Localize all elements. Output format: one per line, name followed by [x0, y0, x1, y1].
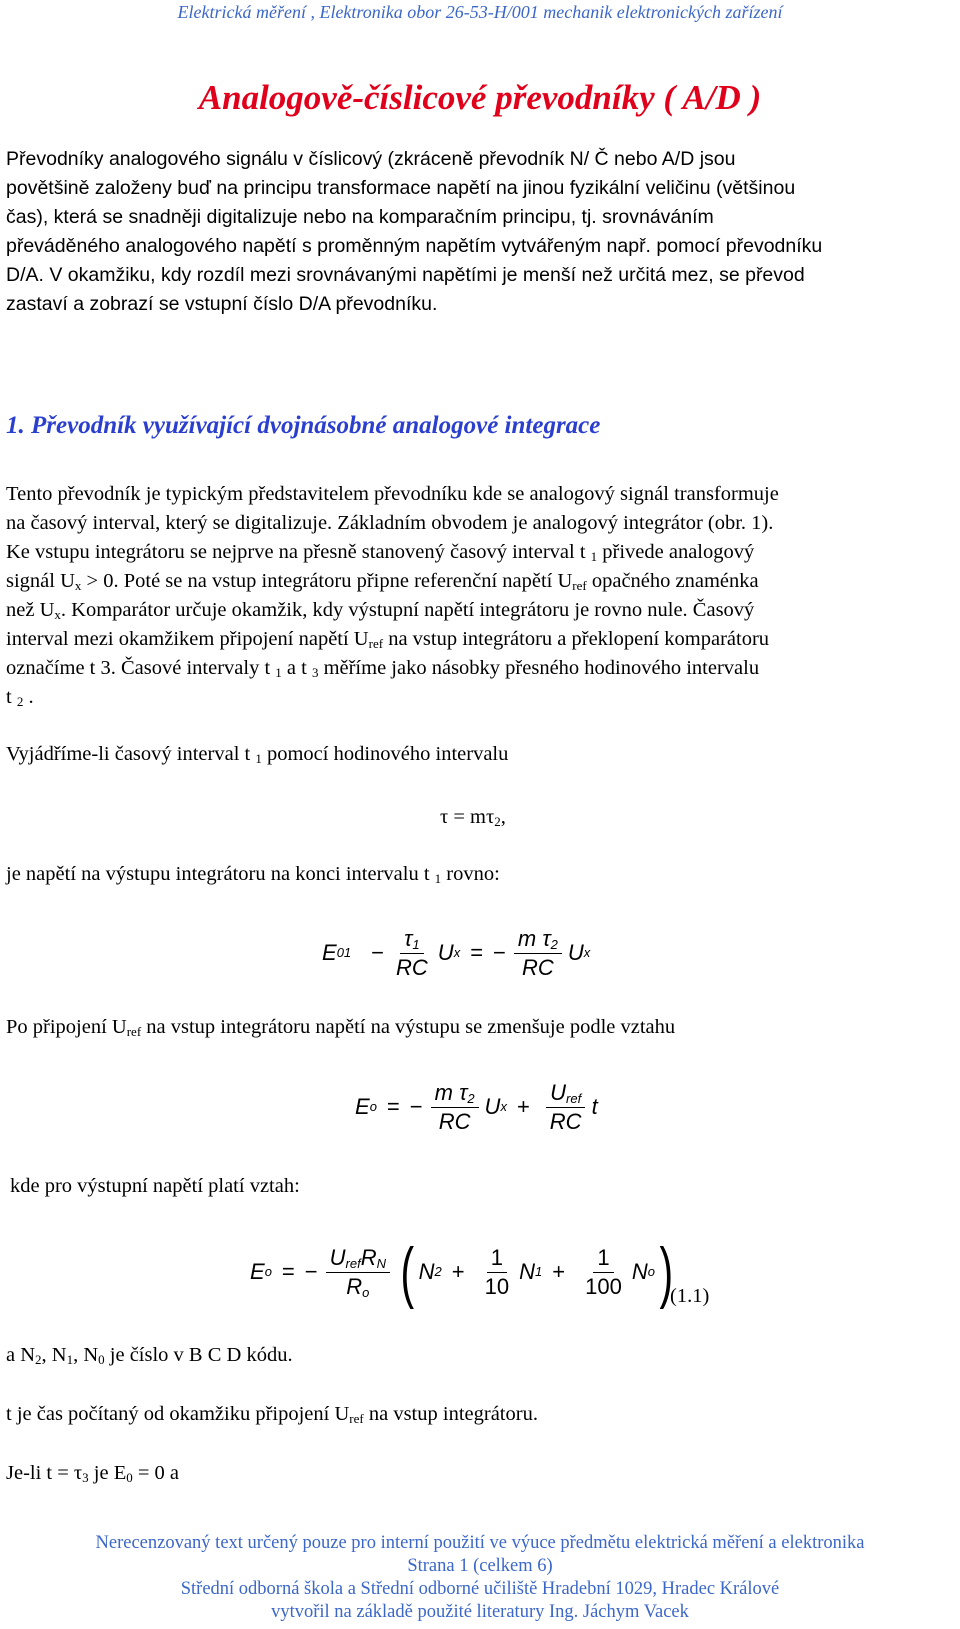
page-header: Elektrická měření , Elektronika obor 26-53-H/001 mechanik elektronických zařízení — [177, 2, 783, 22]
equation-eo: E o = − $\frac{m \tau_2}{RC}$ U x + $\frac{U_{ref}}{RC}$ t — [355, 1080, 598, 1134]
intro-line: Převodníky analogového signálu v číslicový (zkráceně převodník N/ Č nebo A/D jsou — [6, 148, 736, 170]
page-footer — [0, 1532, 960, 1624]
para-line: na časový interval, který se digitalizuje. Základním obvodem je analogový integrátor (obr. 1). — [6, 512, 774, 534]
para-line: označíme t 3. Časové intervaly t $_1$ a t $_3$ měříme jako násobky přesného hodinového intervalu — [6, 657, 760, 680]
footer-line: vytvořil na základě použité literatury Ing. Jáchym Vacek — [271, 1602, 689, 1622]
equation-1-1: E o = − $\frac{U_{ref}R_N}{R_o}$ ( N 2 + $\frac{1}{10}$ N 1 + $\frac{1}{100}$ N o ) — [250, 1234, 674, 1310]
footer-line: Nerecenzovaný text určený pouze pro interní použití ve výuce předmětu elektrická měření a elektronika — [95, 1533, 865, 1553]
document-title: Analogově-číslicové převodníky ( A/D ) — [198, 78, 762, 117]
intro-line: zastaví a zobrazí se vstupní číslo D/A převodníku. — [6, 293, 438, 315]
para-line: t $_2$ . — [6, 686, 34, 709]
intro-line: D/A. V okamžiku, kdy rozdíl mezi srovnávanými napětími je menší než určitá mez, se převod — [6, 264, 805, 286]
paragraph-time: t je čas počítaný od okamžiku připojení $U_{ref}$ na vstup integrátoru. — [6, 1403, 538, 1426]
paragraph-after-connection: Po připojení $U_{ref}$ na vstup integrátoru napětí na výstupu se zmenšuje podle vztahu — [6, 1016, 676, 1039]
para-line: signál $U_x > 0$. Poté se na vstup integrátoru připne referenční napětí $U_{ref}$ opačného znaménka — [6, 570, 759, 593]
intro-line: čas), která se snadněji digitalizuje nebo na komparačním principu, tj. srovnáváním — [6, 206, 714, 228]
footer-page-number: Strana 1 (celkem 6) — [407, 1556, 553, 1576]
equation-tau: $\tau = m\tau_2$, — [440, 806, 506, 829]
intro-line: převáděného analogového napětí s proměnným napětím vytvářeným např. pomocí převodníku — [6, 235, 823, 257]
para-line: než $U_x$. Komparátor určuje okamžik, kdy výstupní napětí integrátoru je rovno nule. Časový — [6, 599, 755, 622]
paragraph-relation: kde pro výstupní napětí platí vztah: — [10, 1175, 300, 1197]
paragraph-tau-intro: Vyjádříme-li časový interval t $_1$ pomocí hodinového intervalu — [6, 743, 509, 766]
paragraph-condition: Je-li $t = \tau_3$ je $E_0 = 0$ a — [6, 1462, 180, 1485]
section-paragraph — [6, 480, 956, 712]
equation-e01: E 01 − $\frac{\tau_1}{RC}$ U x = − $\frac{m \tau_2}{RC}$ U x — [322, 926, 591, 980]
para-line: Ke vstupu integrátoru se nejprve na přesně stanovený časový interval t $_1$ přivede analogový — [6, 541, 755, 564]
paragraph-output-voltage: je napětí na výstupu integrátoru na konci intervalu t $_1$ rovno: — [6, 863, 500, 886]
footer-line: Střední odborná škola a Střední odborné učiliště Hradební 1029, Hradec Králové — [180, 1579, 780, 1599]
section-heading: 1. Převodník využívající dvojnásobné analogové integrace — [6, 412, 601, 439]
equation-number: (1.1) — [670, 1285, 710, 1307]
para-line: Tento převodník je typickým představitelem převodníku kde se analogový signál transformuje — [6, 483, 779, 505]
intro-line: povětšině založeny buď na principu transformace napětí na jinou fyzikální veličinu (většinou — [6, 177, 796, 199]
para-line: interval mezi okamžikem připojení napětí $U_{ref}$ na vstup integrátoru a překlopení komparátoru — [6, 628, 770, 651]
paragraph-bcd: a $N_2$, $N_1$, $N_0$ je číslo v B C D kódu. — [6, 1344, 293, 1367]
intro-paragraph — [6, 145, 956, 319]
